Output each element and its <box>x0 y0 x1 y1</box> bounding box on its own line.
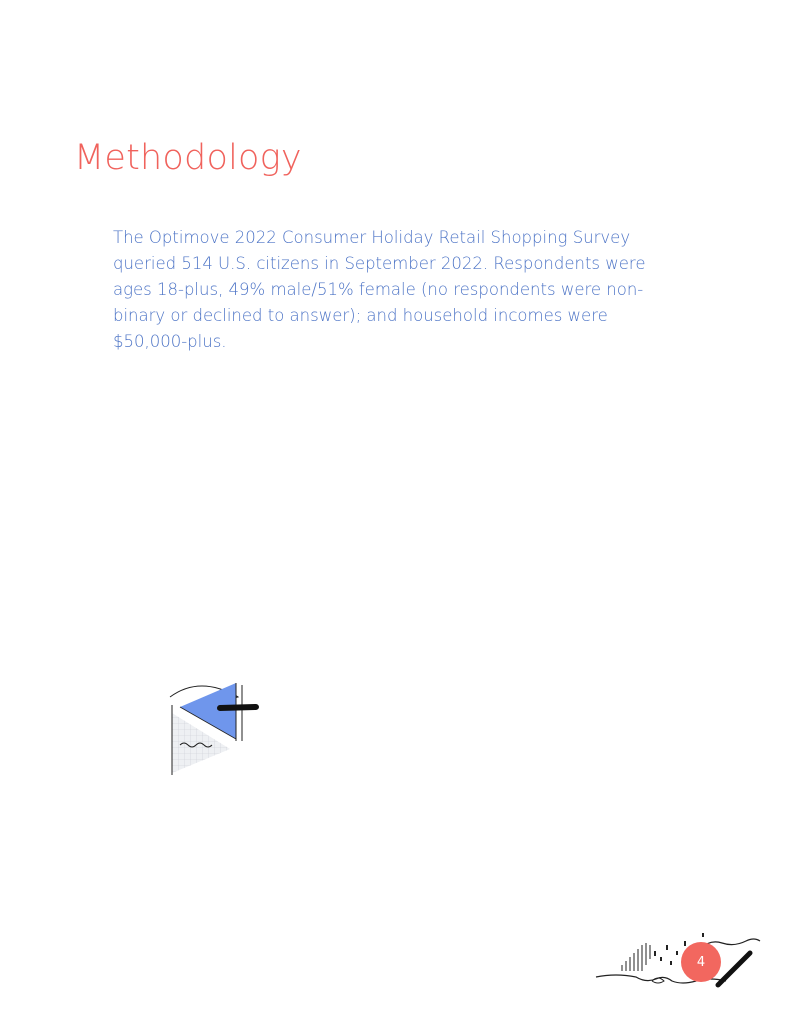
methodology-paragraph: The Optimove 2022 Consumer Holiday Retail Shopping Survey queried 514 U.S. citizens in September 2022. Respondents were ages 18-plus, 49% male/51% female (no respondents were non-binary or declined to answer); and household incomes were $50,000-plus. <box>113 228 646 351</box>
page-number-badge: 4 <box>681 942 721 982</box>
doodle-decoration-icon <box>592 925 762 995</box>
document-chart-illustration-icon <box>160 675 270 785</box>
page-title: Methodology <box>74 138 302 178</box>
